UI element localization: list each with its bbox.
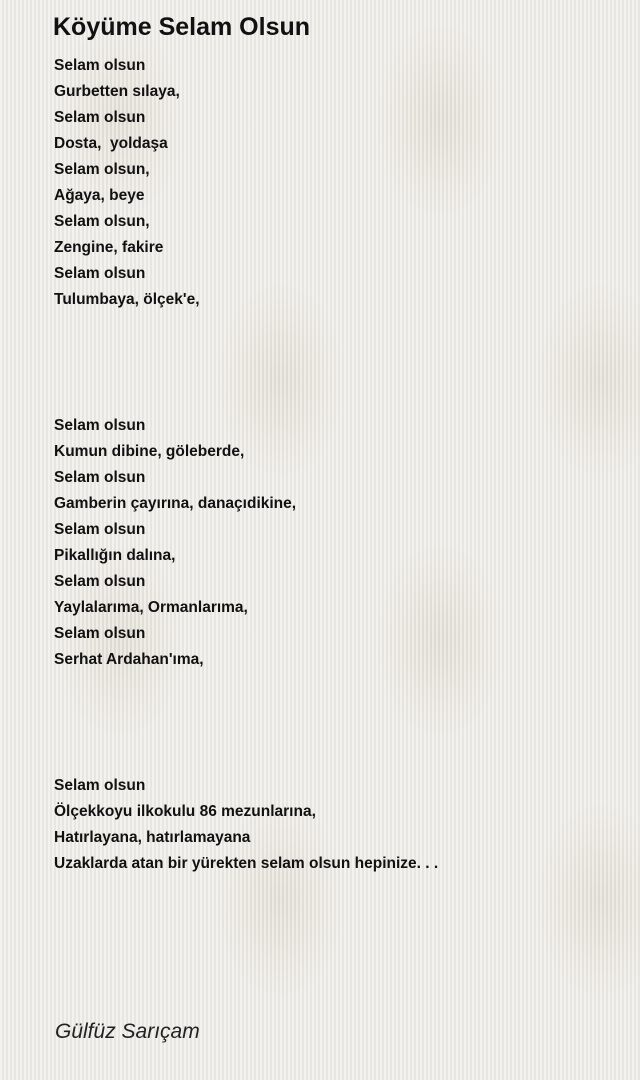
poem-line: Ağaya, beye [54, 187, 145, 204]
poem-line: Kumun dibine, göleberde, [54, 443, 245, 460]
poem-line: Dosta, yoldaşa [54, 135, 168, 152]
poem-line: Selam olsun [54, 625, 146, 642]
poem-line: Gamberin çayırına, danaçıdikine, [54, 495, 297, 512]
poem-line: Hatırlayana, hatırlamayana [54, 829, 251, 846]
poem-line: Gurbetten sılaya, [54, 83, 180, 100]
stanza-1 [54, 53, 200, 313]
poem-line: Selam olsun [54, 573, 146, 590]
poem-line: Selam olsun [54, 417, 146, 434]
stanza-3 [54, 773, 438, 877]
poem-line: Selam olsun, [54, 161, 150, 178]
poem-line: Yaylalarıma, Ormanlarıma, [54, 599, 248, 616]
stanza-2 [54, 413, 296, 673]
poem-line: Zengine, fakire [54, 239, 164, 256]
poem-author: Gülfüz Sarıçam [55, 1020, 200, 1043]
poem-line: Tulumbaya, ölçek'e, [54, 291, 200, 308]
poem-title: Köyüme Selam Olsun [53, 13, 311, 41]
poem-line: Pikallığın dalına, [54, 547, 176, 564]
poem-line: Serhat Ardahan'ıma, [54, 651, 204, 668]
poem-line: Selam olsun [54, 521, 146, 538]
poem-line: Selam olsun [54, 109, 146, 126]
poem-line: Selam olsun [54, 469, 146, 486]
poem-line: Selam olsun [54, 265, 146, 282]
poem-line: Ölçekkoyu ilkokulu 86 mezunlarına, [54, 803, 316, 820]
poem-line: Selam olsun [54, 57, 146, 74]
poem-line: Uzaklarda atan bir yürekten selam olsun hepinize. . . [54, 855, 439, 872]
poem-line: Selam olsun, [54, 213, 150, 230]
poem-line: Selam olsun [54, 777, 146, 794]
